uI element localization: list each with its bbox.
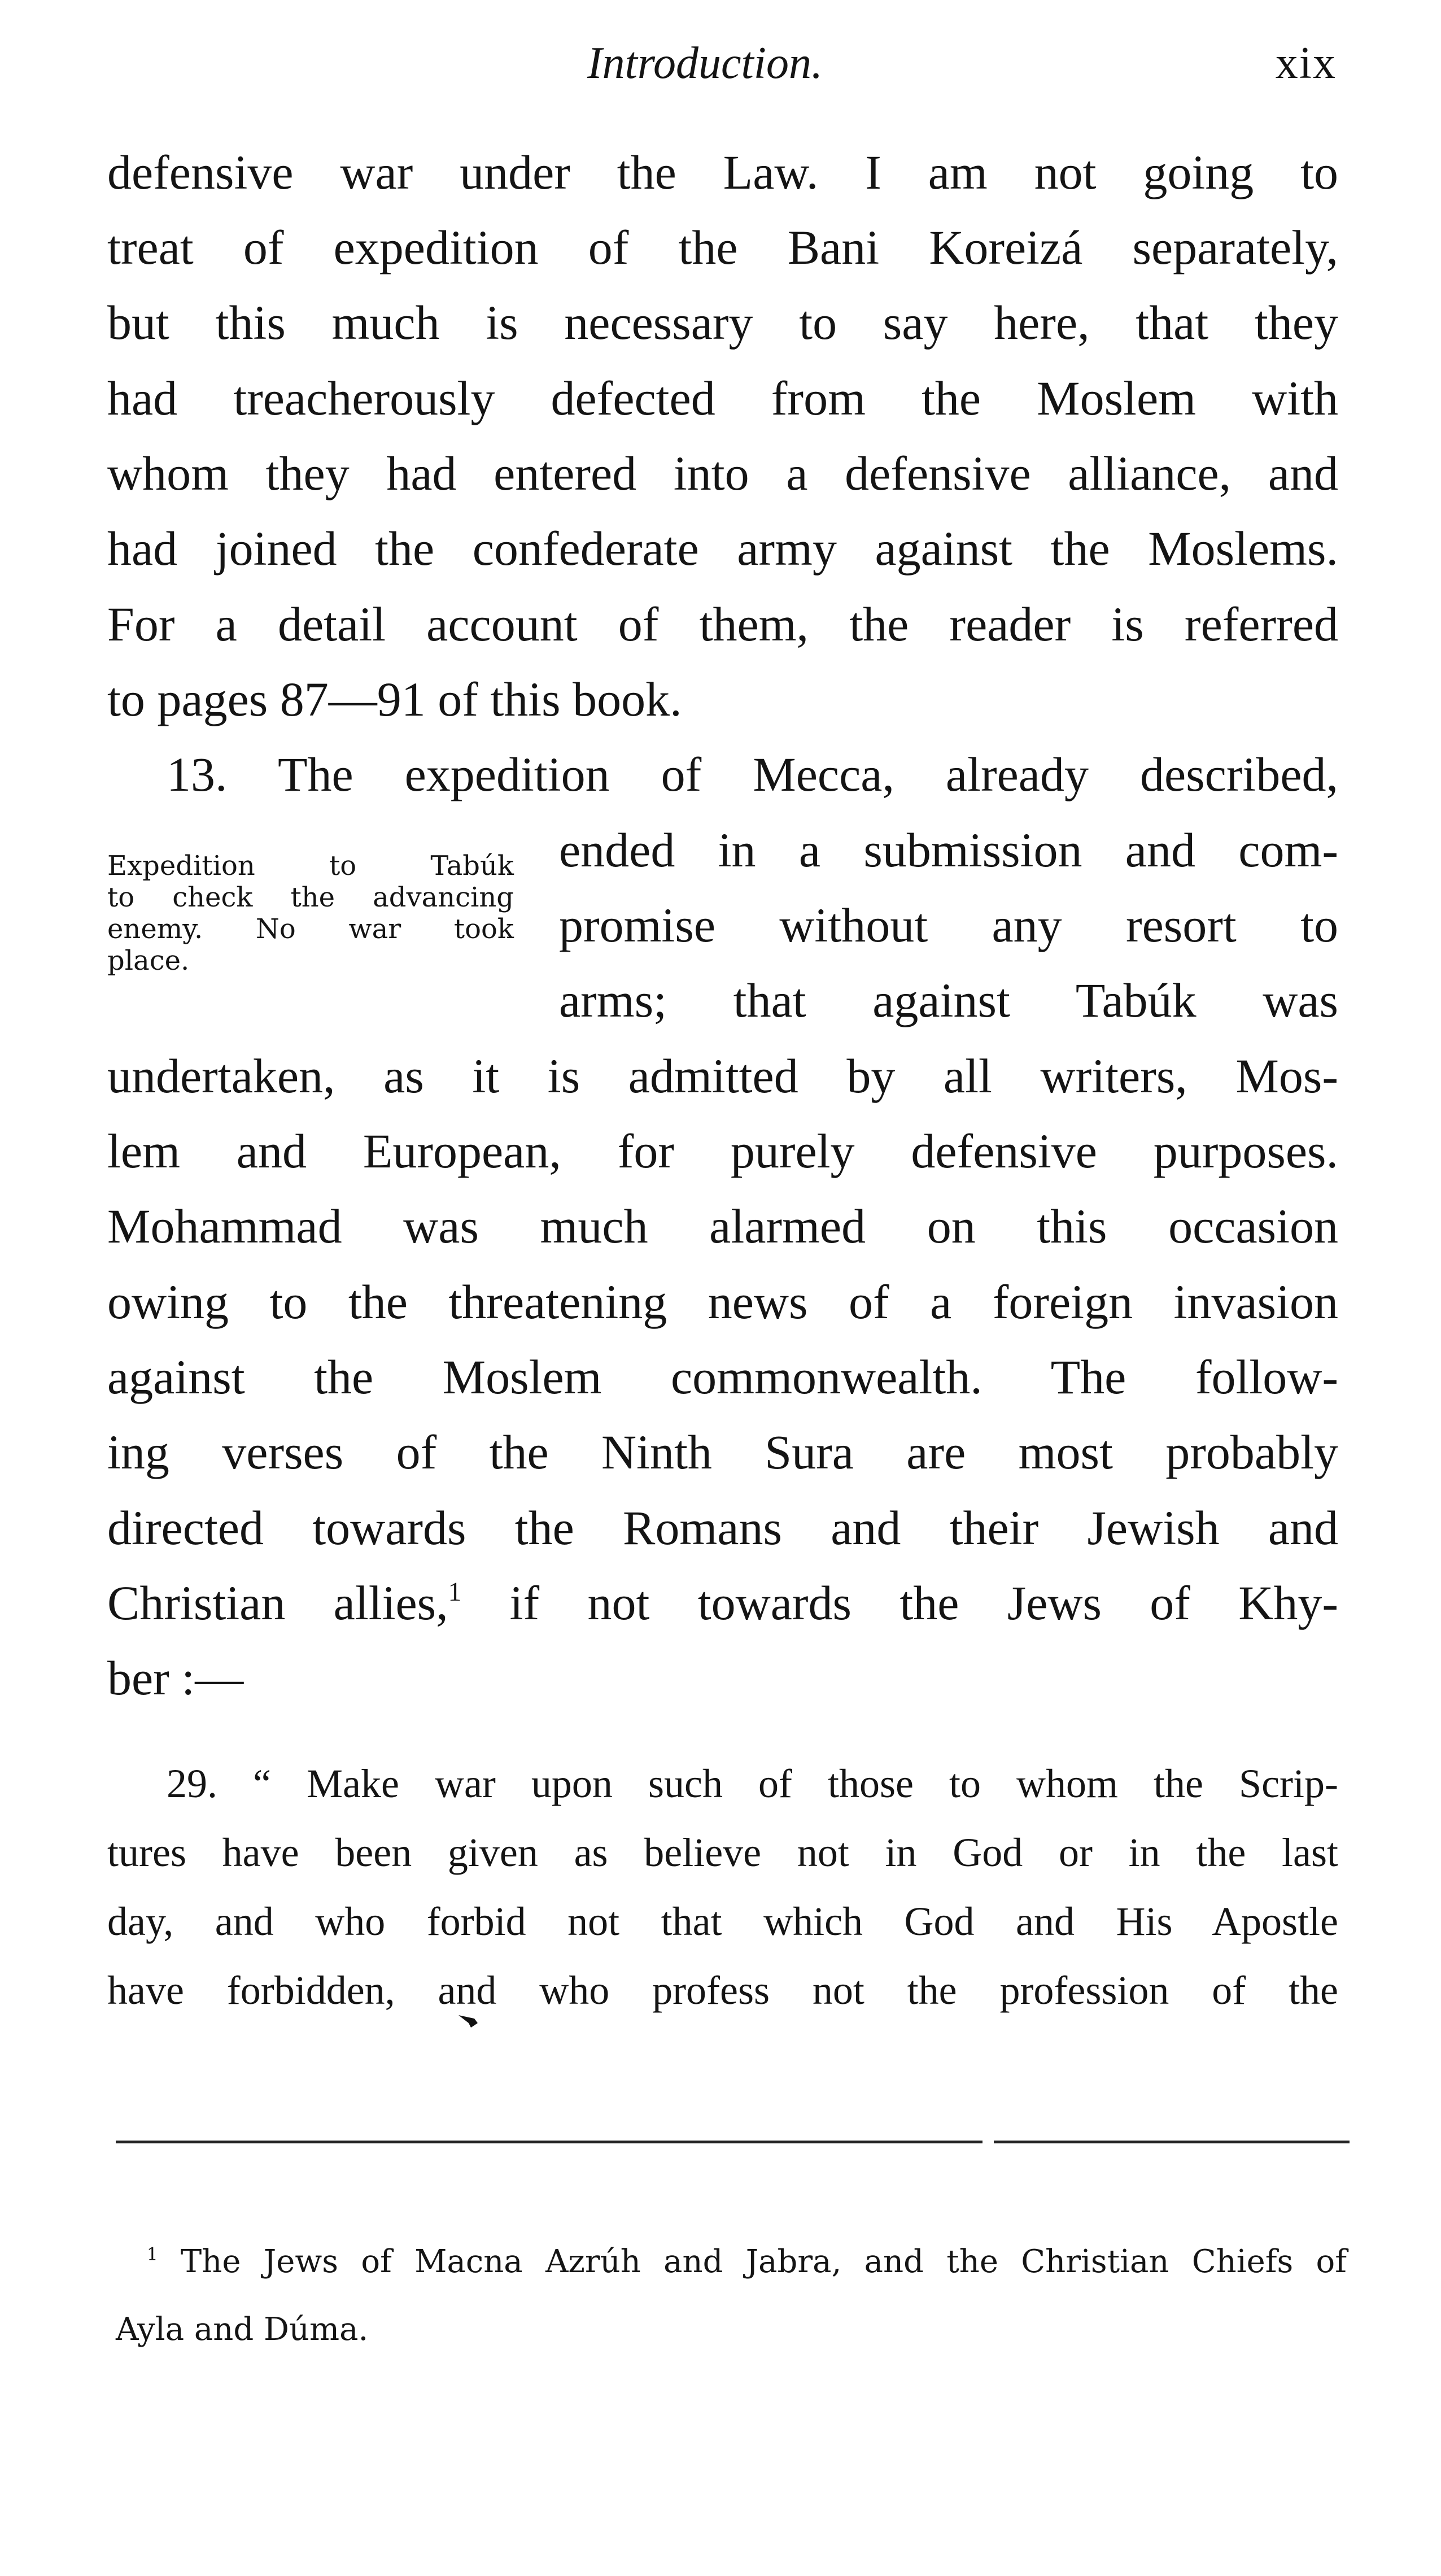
sidenote-line: enemy. No war took	[107, 913, 514, 945]
body-line	[107, 1572, 1338, 1634]
footnote-rule	[116, 2141, 983, 2143]
body-line: promise without any resort to	[559, 898, 1338, 952]
body-line: directed towards the Romans and their Jewish and	[107, 1501, 1338, 1555]
footnote-line: Ayla and Dúma.	[116, 2311, 369, 2348]
footnote-marker: 1	[147, 2244, 158, 2265]
quote-line: have forbidden, and who profess not the profession of the	[107, 1968, 1338, 2013]
quote-line: day, and who forbid not that which God and His Apostle	[107, 1899, 1338, 1944]
body-line: owing to the threatening news of a foreign invasion	[107, 1275, 1338, 1329]
footnote-line	[147, 2234, 1347, 2290]
footnote-reference: 1	[448, 1577, 462, 1607]
body-line: to pages 87—91 of this book.	[107, 672, 682, 726]
body-line-section-13: 13. The expedition of Mecca, already described,	[167, 747, 1338, 801]
margin-sidenote	[107, 850, 514, 977]
page-number: xix	[1275, 38, 1337, 88]
body-line: ber :—	[107, 1651, 244, 1705]
sidenote-line: Expedition to Tabúk	[107, 850, 514, 882]
body-line: For a detail account of them, the reader is referred	[107, 597, 1338, 651]
footnote-rule	[994, 2141, 1350, 2143]
quote-line: tures have been given as believe not in God or in the last	[107, 1830, 1338, 1875]
body-line: but this much is necessary to say here, that they	[107, 295, 1338, 350]
body-line: had treacherously defected from the Moslem with	[107, 371, 1338, 425]
body-line: ing verses of the Ninth Sura are most probably	[107, 1425, 1338, 1479]
sidenote-line: to check the advancing	[107, 882, 514, 913]
body-line: ended in a submission and com-	[559, 823, 1338, 877]
ink-blot-mark	[457, 2011, 480, 2033]
body-line: had joined the confederate army against the Moslems.	[107, 521, 1338, 576]
body-line: against the Moslem commonwealth. The follow-	[107, 1350, 1338, 1404]
body-line: defensive war under the Law. I am not going to	[107, 145, 1338, 199]
body-line: lem and European, for purely defensive purposes.	[107, 1124, 1338, 1178]
body-line: treat of expedition of the Bani Koreizá separately,	[107, 220, 1338, 274]
body-line: Mohammad was much alarmed on this occasion	[107, 1199, 1338, 1253]
quote-line: 29. “ Make war upon such of those to whom the Scrip-	[167, 1761, 1338, 1806]
running-head: Introduction.	[587, 38, 823, 88]
footnote-text: The Jews of Macna Azrúh and Jabra, and the Christian Chiefs of	[158, 2243, 1347, 2280]
sidenote-line: place.	[107, 945, 190, 977]
body-text: if not towards the Jews of Khy-	[461, 1576, 1339, 1630]
body-line: undertaken, as it is admitted by all writers, Mos-	[107, 1049, 1338, 1103]
body-line: whom they had entered into a defensive alliance, and	[107, 446, 1338, 500]
body-text: Christian allies,	[107, 1576, 448, 1630]
body-line: arms; that against Tabúk was	[559, 973, 1338, 1027]
